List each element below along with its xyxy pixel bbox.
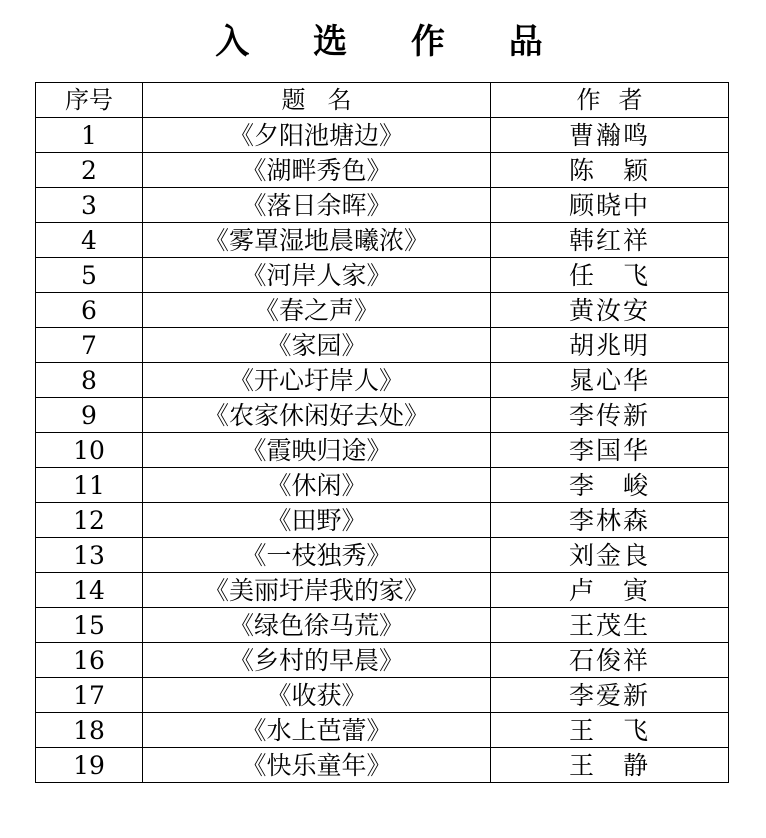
table-row <box>36 118 729 153</box>
row-title: 《雾罩湿地晨曦浓》 <box>143 223 491 258</box>
row-author: 陈 颖 <box>491 153 729 188</box>
row-index: 13 <box>36 538 143 573</box>
row-title: 《收获》 <box>143 678 491 713</box>
table-row <box>36 293 729 328</box>
row-title: 《田野》 <box>143 503 491 538</box>
row-index: 11 <box>36 468 143 503</box>
row-author: 王 静 <box>491 748 729 783</box>
row-index: 16 <box>36 643 143 678</box>
row-title: 《开心圩岸人》 <box>143 363 491 398</box>
row-author: 李 峻 <box>491 468 729 503</box>
row-title: 《水上芭蕾》 <box>143 713 491 748</box>
table-row <box>36 153 729 188</box>
row-index: 9 <box>36 398 143 433</box>
header-index: 序号 <box>36 83 143 118</box>
table-row <box>36 363 729 398</box>
row-index: 18 <box>36 713 143 748</box>
row-index: 14 <box>36 573 143 608</box>
table-row <box>36 468 729 503</box>
table-row <box>36 503 729 538</box>
table-row <box>36 573 729 608</box>
row-title: 《家园》 <box>143 328 491 363</box>
table-row <box>36 398 729 433</box>
row-title: 《绿色徐马荒》 <box>143 608 491 643</box>
row-author: 胡兆明 <box>491 328 729 363</box>
table-row <box>36 433 729 468</box>
row-index: 1 <box>36 118 143 153</box>
row-index: 6 <box>36 293 143 328</box>
row-index: 12 <box>36 503 143 538</box>
table-row <box>36 188 729 223</box>
row-index: 4 <box>36 223 143 258</box>
row-author: 李传新 <box>491 398 729 433</box>
table-header-row <box>36 83 729 118</box>
row-index: 17 <box>36 678 143 713</box>
row-author: 黄汝安 <box>491 293 729 328</box>
row-title: 《休闲》 <box>143 468 491 503</box>
row-title: 《湖畔秀色》 <box>143 153 491 188</box>
row-index: 2 <box>36 153 143 188</box>
row-index: 3 <box>36 188 143 223</box>
table-row <box>36 258 729 293</box>
row-title: 《乡村的早晨》 <box>143 643 491 678</box>
table-row <box>36 223 729 258</box>
row-index: 19 <box>36 748 143 783</box>
selected-works-table <box>35 82 729 783</box>
row-title: 《一枝独秀》 <box>143 538 491 573</box>
row-title: 《农家休闲好去处》 <box>143 398 491 433</box>
table-row <box>36 748 729 783</box>
row-author: 韩红祥 <box>491 223 729 258</box>
table-row <box>36 608 729 643</box>
header-name: 题名 <box>143 83 491 118</box>
row-title: 《夕阳池塘边》 <box>143 118 491 153</box>
row-author: 王茂生 <box>491 608 729 643</box>
row-author: 任 飞 <box>491 258 729 293</box>
page-title: 入 选 作 品 <box>215 22 569 62</box>
table-row <box>36 643 729 678</box>
table-row <box>36 713 729 748</box>
row-index: 5 <box>36 258 143 293</box>
row-author: 曹瀚鸣 <box>491 118 729 153</box>
table-row <box>36 678 729 713</box>
row-index: 8 <box>36 363 143 398</box>
row-title: 《快乐童年》 <box>143 748 491 783</box>
row-author: 李爱新 <box>491 678 729 713</box>
table-row <box>36 328 729 363</box>
row-author: 李国华 <box>491 433 729 468</box>
row-author: 石俊祥 <box>491 643 729 678</box>
table-row <box>36 538 729 573</box>
row-author: 李林森 <box>491 503 729 538</box>
row-title: 《美丽圩岸我的家》 <box>143 573 491 608</box>
row-title: 《落日余晖》 <box>143 188 491 223</box>
row-title: 《霞映归途》 <box>143 433 491 468</box>
row-index: 7 <box>36 328 143 363</box>
row-author: 王 飞 <box>491 713 729 748</box>
row-author: 晁心华 <box>491 363 729 398</box>
row-index: 10 <box>36 433 143 468</box>
row-author: 刘金良 <box>491 538 729 573</box>
header-author: 作者 <box>491 83 729 118</box>
row-index: 15 <box>36 608 143 643</box>
row-title: 《河岸人家》 <box>143 258 491 293</box>
row-title: 《春之声》 <box>143 293 491 328</box>
row-author: 顾晓中 <box>491 188 729 223</box>
row-author: 卢 寅 <box>491 573 729 608</box>
